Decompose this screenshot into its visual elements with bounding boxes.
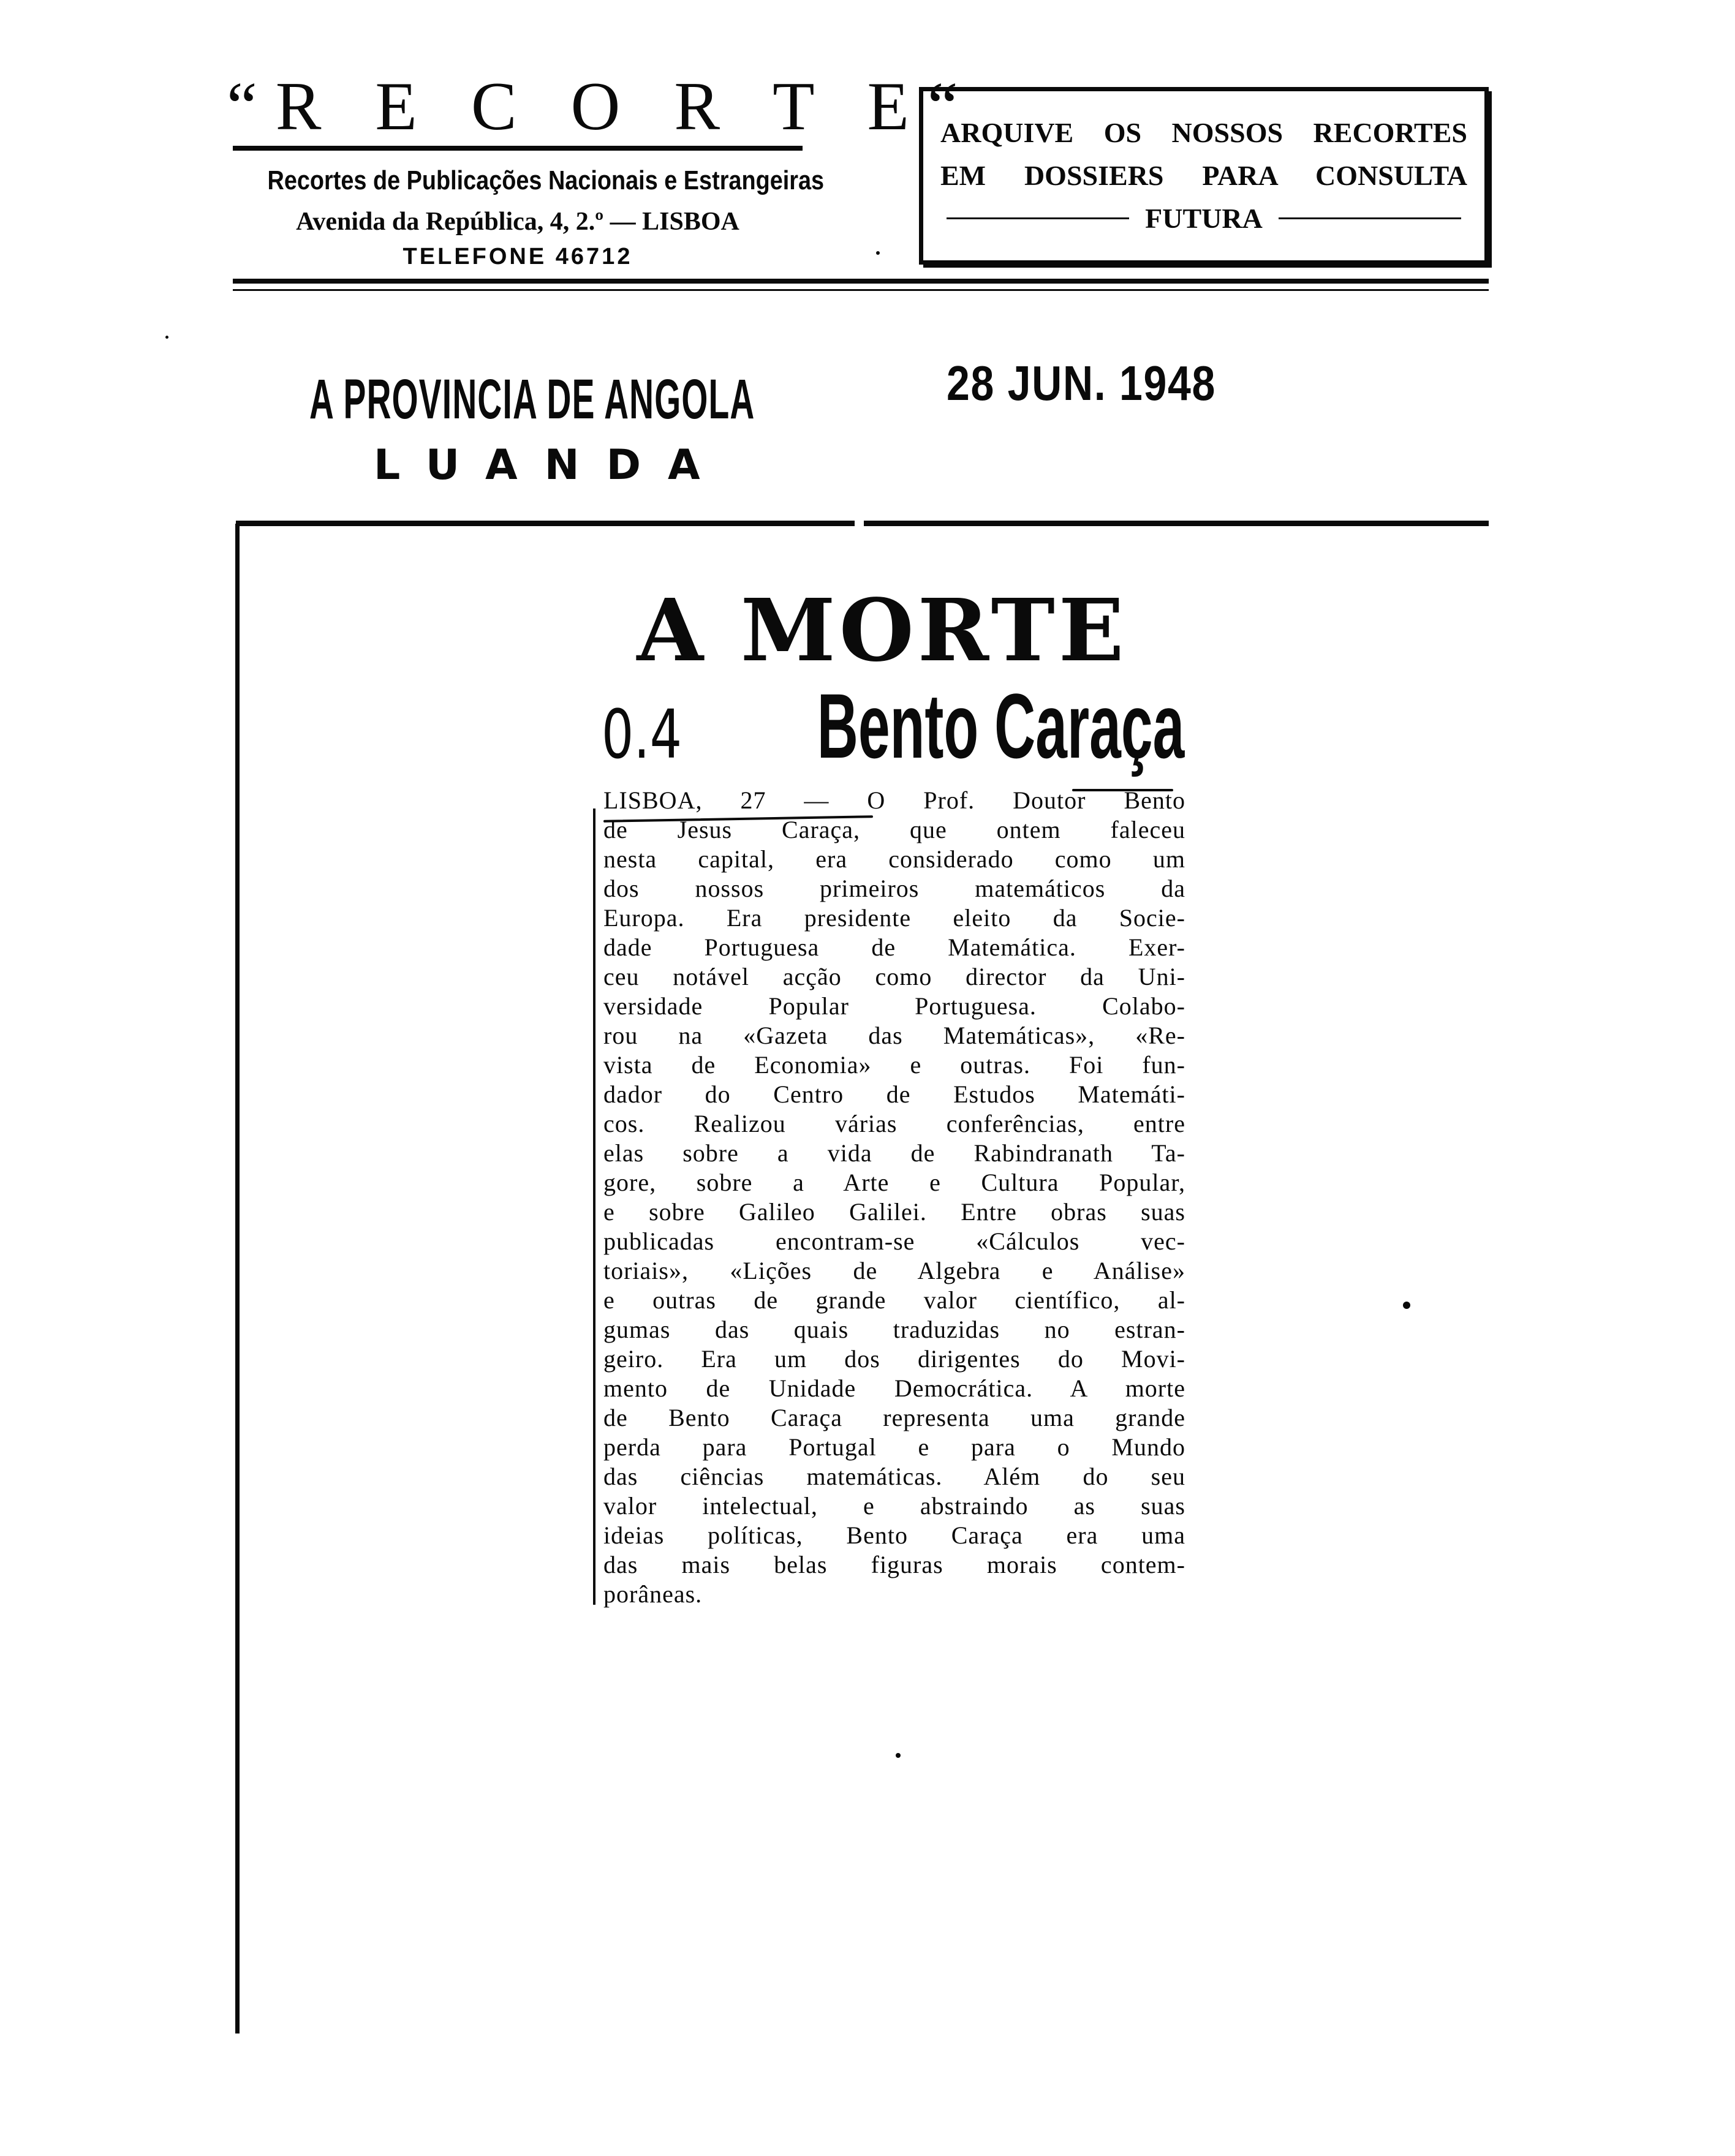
brand-subtitle: Recortes de Publicações Nacionais e Estrangeiras [267,165,825,195]
article-headline: A MORTE [637,581,1128,681]
newspaper-name-stamp: A PROVINCIA DE ANGOLA [309,368,755,431]
date-stamp: 28 JUN. 1948 [947,356,1217,410]
article-line: nesta capital, era considerado como um [603,845,1185,873]
article-line: e outras de grande valor científico, al- [603,1286,1185,1314]
article-line: ceu notável acção como director da Uni- [603,963,1185,990]
notice-line-3 [947,202,1461,235]
article-line: vista de Economia» e outras. Foi fun- [603,1051,1185,1079]
article-line: geiro. Era um dos dirigentes do Movi- [603,1345,1185,1373]
scan-speck [876,251,880,255]
notice-line-1: ARQUIVE OS NOSSOS RECORTES [940,117,1467,148]
article-line: gore, sobre a Arte e Cultura Popular, [603,1169,1185,1196]
article-line: de Jesus Caraça, que ontem faleceu [603,816,1185,843]
article-line: gumas das quais traduzidas no estran- [603,1316,1185,1343]
article-subject: Bento Caraça [817,674,1185,777]
brand-rule [233,146,803,151]
article-line: dade Portuguesa de Matemática. Exer- [603,933,1185,961]
article-line: das ciências matemáticas. Além do seu [603,1463,1185,1490]
article-line: cos. Realizou várias conferências, entre [603,1110,1185,1137]
city-stamp: LUANDA [374,441,727,489]
notice-dash-left [947,217,1129,219]
frame-left [235,524,240,2034]
header-separator-thin [233,289,1489,291]
brand-address: Avenida da República, 4, 2.º — LISBOA [296,208,739,236]
article-line: dador do Centro de Estudos Matemáti- [603,1080,1185,1108]
article-line: ideias políticas, Bento Caraça era uma [603,1521,1185,1549]
article-line: dos nossos primeiros matemáticos da [603,875,1185,902]
article-line: toriais», «Lições de Algebra e Análise» [603,1257,1185,1284]
article-line: perda para Portugal e para o Mundo [603,1433,1185,1461]
article-line: versidade Popular Portuguesa. Colabo- [603,992,1185,1020]
article-margin-line [593,809,595,1605]
frame-top-right [864,521,1489,526]
notice-line-3-text: FUTURA [1145,203,1263,234]
notice-line-2: EM DOSSIERS PARA CONSULTA [940,160,1467,191]
article-subhead [588,674,1185,777]
brand-phone: TELEFONE 46712 [403,244,633,270]
notice-dash-right [1279,217,1461,219]
article-line: e sobre Galileo Galilei. Entre obras suas [603,1198,1185,1226]
article-line: das mais belas figuras morais contem- [603,1551,1185,1578]
brand-title: “R E C O R T E“ [227,69,977,145]
article-line: publicadas encontram-se «Cálculos vec- [603,1227,1185,1255]
article-line: LISBOA, 27 — O Prof. Doutor Bento [603,786,1185,814]
article-body [603,786,1185,1609]
article-line: valor intelectual, e abstraindo as suas [603,1492,1185,1520]
scan-speck [1403,1302,1410,1309]
article-line: elas sobre a vida de Rabindranath Ta- [603,1139,1185,1167]
article-line: mento de Unidade Democrática. A morte [603,1374,1185,1402]
scan-speck [896,1753,901,1758]
article-line: porâneas. [603,1580,703,1608]
header-separator-thick [233,279,1489,284]
handwritten-annotation: 0.4 [601,695,682,774]
scan-speck [165,336,168,339]
article-line: Europa. Era presidente eleito da Socie- [603,904,1185,932]
article-line: de Bento Caraça representa uma grande [603,1404,1185,1431]
frame-top-left [236,521,855,526]
article-line: rou na «Gazeta das Matemáticas», «Re- [603,1022,1185,1049]
